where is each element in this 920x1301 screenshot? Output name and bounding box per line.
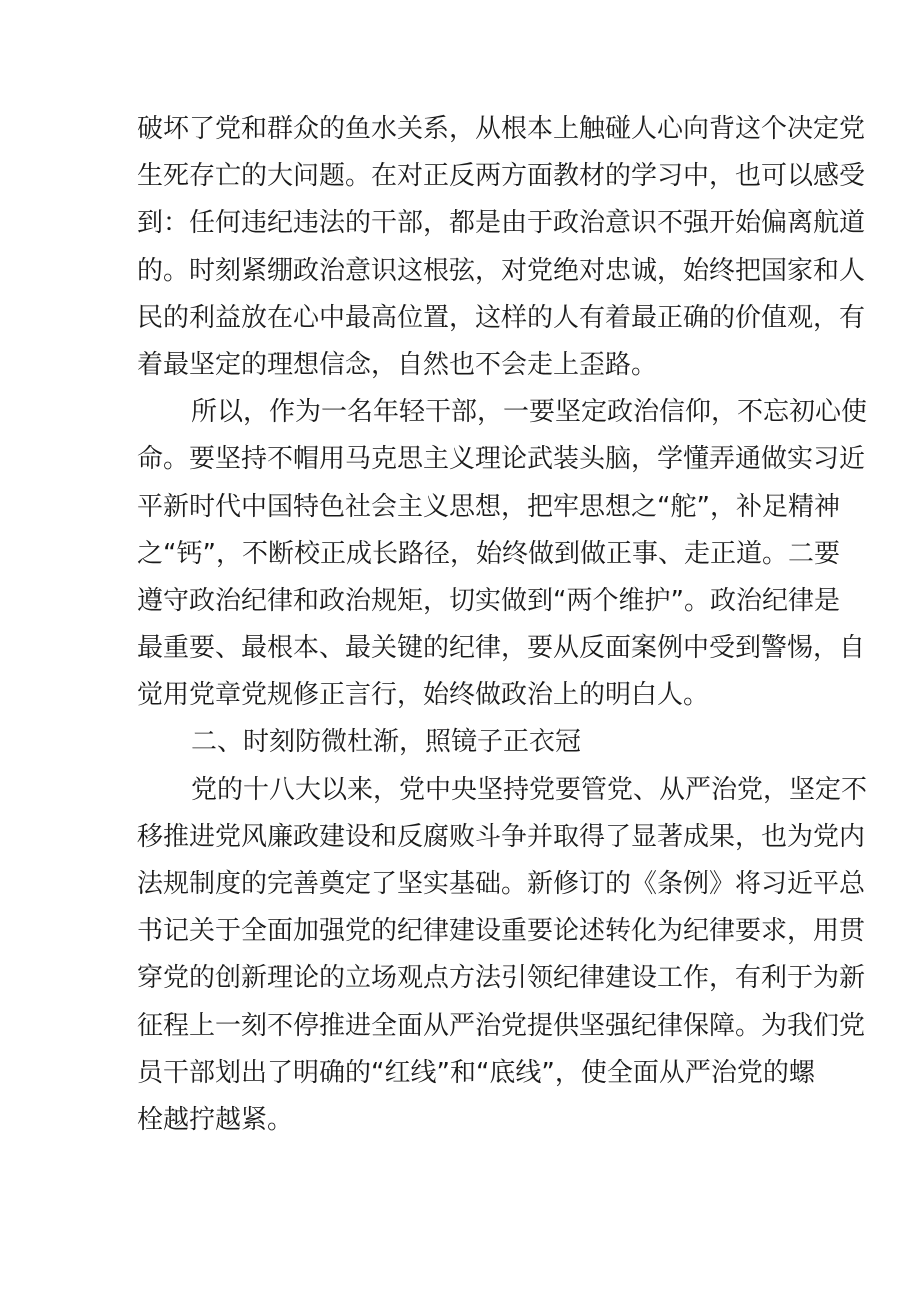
document-body (137, 106, 868, 1144)
section-heading (137, 719, 789, 766)
paragraph-line: 穿党的创新理论的立场观点方法引领纪律建设工作，有利于为新 (137, 963, 866, 994)
paragraph-line: 觉用党章党规修正言行，始终做政治上的明白人。 (137, 680, 710, 711)
paragraph-line: 到：任何违纪违法的干部，都是由于政治意识不强开始偏离航道 (137, 208, 866, 239)
paragraph-line: 最重要、最根本、最关键的纪律，要从反面案例中受到警惕，自 (137, 633, 866, 664)
paragraph-line: 栓越拧越紧。 (137, 1104, 294, 1135)
paragraph-line: 的。时刻紧绷政治意识这根弦，对党绝对忠诚，始终把国家和人 (137, 255, 866, 286)
paragraph-line: 书记关于全面加强党的纪律建设重要论述转化为纪律要求，用贯 (137, 916, 866, 947)
paragraph-3 (137, 767, 868, 1145)
paragraph-line: 员干部划出了明确的“红线”和“底线”，使全面从严治党的螺 (137, 1057, 815, 1088)
paragraph-line: 遵守政治纪律和政治规矩，切实做到“两个维护”。政治纪律是 (137, 585, 840, 616)
paragraph-line: 之“钙”，不断校正成长路径，始终做到做正事、走正道。二要 (137, 538, 840, 569)
paragraph-line: 破坏了党和群众的鱼水关系，从根本上触碰人心向背这个决定党 (137, 114, 866, 144)
paragraph-line: 命。要坚持不帽用马克思主义理论武装头脑，学懂弄通做实习近 (137, 444, 866, 475)
paragraph-1 (137, 106, 866, 389)
paragraph-line: 移推进党风廉政建设和反腐败斗争并取得了显著成果，也为党内 (137, 821, 866, 852)
paragraph-line: 所以，作为一名年轻干部，一要坚定政治信仰，不忘初心使 (191, 397, 868, 428)
paragraph-line: 法规制度的完善奠定了坚实基础。新修订的《条例》将习近平总 (137, 869, 866, 899)
paragraph-line: 党的十八大以来，党中央坚持党要管党、从严治党，坚定不 (191, 774, 868, 805)
paragraph-line: 平新时代中国特色社会主义思想，把牢思想之“舵”，补足精神 (137, 491, 840, 522)
paragraph-line: 征程上一刻不停推进全面从严治党提供坚强纪律保障。为我们党 (137, 1010, 866, 1041)
paragraph-2 (137, 389, 868, 719)
paragraph-line: 着最坚定的理想信念，自然也不会走上歪路。 (137, 349, 658, 380)
section-heading-text: 二、时刻防微杜渐，照镜子正衣冠 (191, 727, 582, 758)
paragraph-line: 生死存亡的大问题。在对正反两方面教材的学习中，也可以感受 (137, 161, 866, 192)
paragraph-line: 民的利益放在心中最高位置，这样的人有着最正确的价值观，有 (137, 302, 866, 333)
